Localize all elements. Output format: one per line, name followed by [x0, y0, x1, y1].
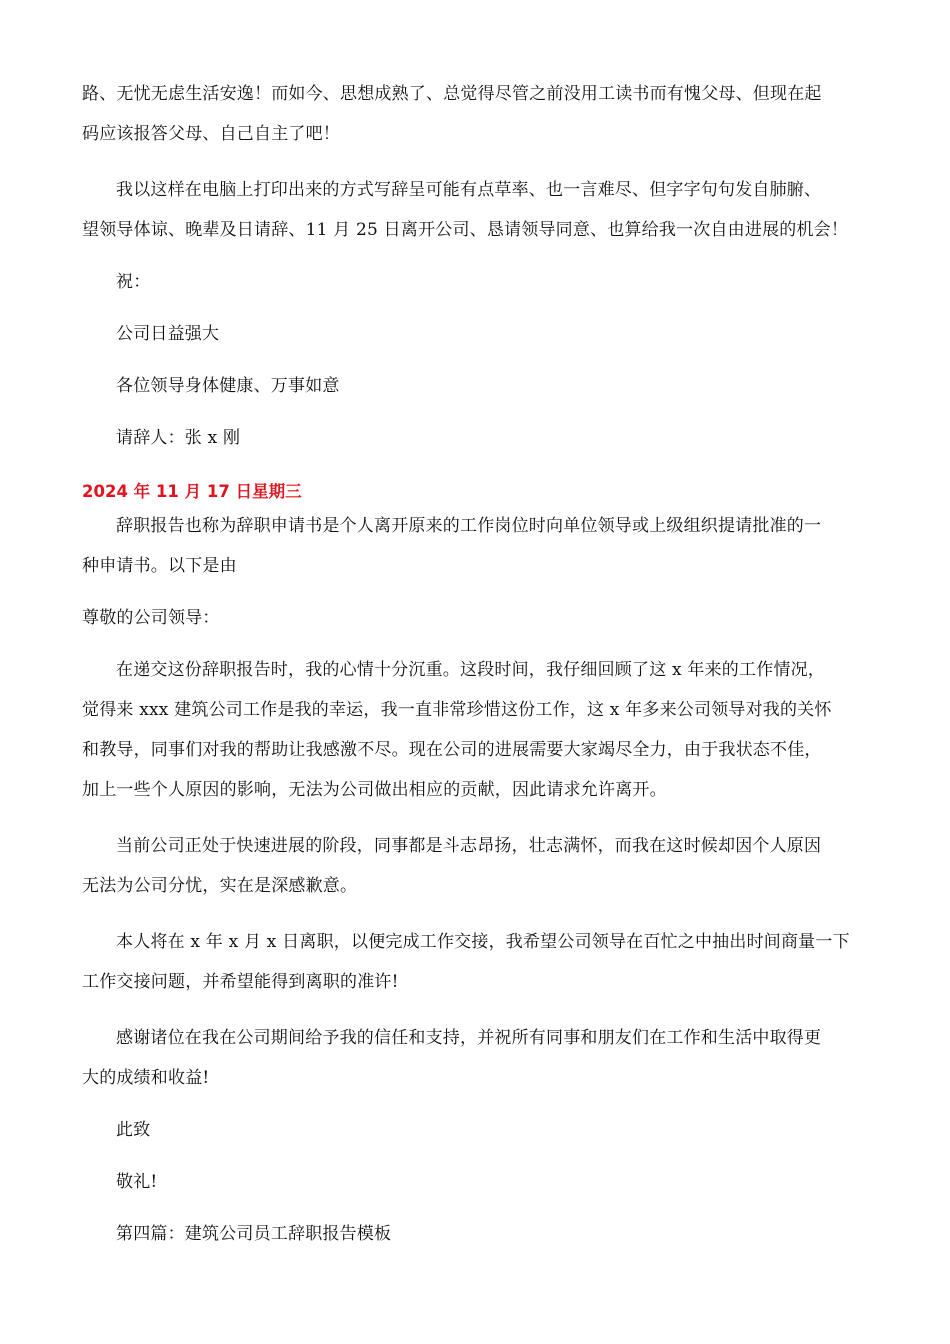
wish-line: 公司日益强大 — [116, 324, 220, 344]
paragraph-line: 和教导，同事们对我的帮助让我感激不尽。现在公司的进展需要大家竭尽全力，由于我状态不佳， — [82, 740, 822, 760]
paragraph-line: 当前公司正处于快速进展的阶段，同事都是斗志昂扬，壮志满怀，而我在这时候却因个人原因 — [116, 836, 822, 856]
paragraph-line: 码应该报答父母、自己自主了吧！ — [82, 124, 340, 144]
closing-line: 此致 — [116, 1120, 151, 1140]
paragraph-line: 我以这样在电脑上打印出来的方式写辞呈可能有点草率、也一言难尽、但字字句句发自肺腑、 — [116, 180, 822, 200]
section-title: 第四篇：建筑公司员工辞职报告模板 — [116, 1224, 392, 1244]
paragraph-line: 无法为公司分忧，实在是深感歉意。 — [82, 876, 358, 896]
paragraph-line: 辞职报告也称为辞职申请书是个人离开原来的工作岗位时向单位领导或上级组织提请批准的一 — [116, 516, 822, 536]
paragraph-line: 本人将在 x 年 x 月 x 日离职，以便完成工作交接，我希望公司领导在百忙之中抽出时间商量一下 — [116, 932, 850, 952]
signature: 请辞人：张 x 刚 — [116, 428, 241, 448]
wish-line: 各位领导身体健康、万事如意 — [116, 376, 340, 396]
paragraph-line: 感谢诸位在我在公司期间给予我的信任和支持，并祝所有同事和朋友们在工作和生活中取得更 — [116, 1028, 822, 1048]
paragraph-line: 望领导体谅、晚辈及日请辞、11 月 25 日离开公司、恳请领导同意、也算给我一次自由进展的机会！ — [82, 220, 849, 240]
paragraph-line: 大的成绩和收益! — [82, 1068, 210, 1088]
paragraph-line: 种申请书。以下是由 — [82, 556, 237, 576]
salutation: 尊敬的公司领导： — [82, 608, 220, 628]
paragraph-line: 在递交这份辞职报告时，我的心情十分沉重。这段时间，我仔细回顾了这 x 年来的工作情况， — [116, 660, 825, 680]
paragraph-line: 路、无忧无虑生活安逸！而如今、思想成熟了、总觉得尽管之前没用工读书而有愧父母、但现在起 — [82, 84, 822, 104]
closing-line: 敬礼! — [116, 1172, 158, 1192]
date-heading: 2024 年 11 月 17 日星期三 — [82, 482, 302, 501]
paragraph-line: 工作交接问题，并希望能得到离职的准许! — [82, 972, 399, 992]
wish-label: 祝： — [116, 272, 151, 292]
paragraph-line: 加上一些个人原因的影响，无法为公司做出相应的贡献，因此请求允许离开。 — [82, 780, 667, 800]
paragraph-line: 觉得来 xxx 建筑公司工作是我的幸运，我一直非常珍惜这份工作，这 x 年多来公司领导对我的关怀 — [82, 700, 832, 720]
